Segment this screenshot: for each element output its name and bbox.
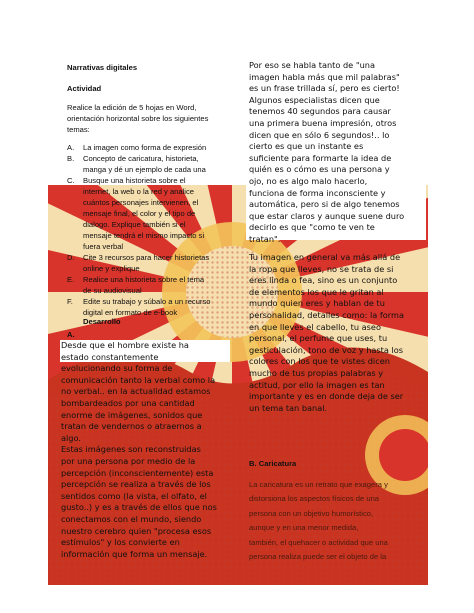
caricatura-heading: B. Caricatura — [249, 459, 297, 468]
topic-item: D. Cite 3 recursos para hacer historietas online y explique — [67, 253, 210, 273]
topic-item: E. Realice una historieta sobre el tema de su audiovisual — [67, 275, 205, 295]
intro-text — [67, 102, 237, 135]
right-paragraph-2: Tu imagen en general va más allá de la ropa que lleves, no se trata de si eres linda o fea, sino es un conjunto de elementos los que le gritan al mundo quien eres y hablan de tu personalidad, detalles como: la forma en que lleves el cabello, tu aseo personal, el perfume que uses, tu gesticulación, tono de voz y hasta los colores con los que te vistes dicen mucho de tus propias palabras y actitud, por ello la imagen es tan importante y es en donde deja de ser un tema tan banal. — [249, 252, 405, 413]
topic-item: C. Busque una historieta sobre el internet, la web o la red y analice cuántos personajes intervienen, el mensaje final, el color y el tipo de dialogo. Explique también si el mensaje tendrá el mismo impacto si fuera verbal — [67, 176, 205, 251]
intro-line: temas: — [67, 125, 90, 134]
activity-heading: Actividad — [67, 84, 102, 93]
topic-item: F. Edite su trabajo y súbalo a un recurso digital en formato de e-book — [67, 297, 211, 317]
topic-item: A. La imagen como forma de expresión — [67, 143, 207, 152]
topics-list — [67, 142, 247, 318]
left-body-text: Desde que el hombre existe ha estado constantemente evolucionando su forma de comunicación tanto la verbal como la no verbal.. en la actualidad estamos bombardeados por una cantidad enorme de imágenes, sonidos que tratan de vendernos o atraernos a algo. Estas imágenes son reconstruidas por una persona por medio de la percepción (inconscientemente) esta percepción se realiza a través de los sentidos como (la vista, el olfato, el gusto..) y es a través de ellos que nos conectamos con el mundo, siendo nuestro cerebro quien "procesa esos estímulos" y los convierte en información que forma un mensaje. — [61, 340, 217, 559]
doc-title: Narrativas digitales — [67, 63, 138, 72]
right-paragraph-1: Por eso se habla tanto de "una imagen habla más que mil palabras" es un frase trillada sí, pero es cierto! Algunos especialistas dicen que tenemos 40 segundos para causar una primera buena impresión, otros dicen que en sólo 6 segundos!.. lo cierto es que un instante es suficiente para formarte la idea de quién es o cómo es una persona y ojo, no es algo malo hacerlo, funciona de forma inconsciente y automática, pero si de algo tenemos que estar claros y aunque suene duro decirlo es que "como te ven te tratan". — [249, 60, 405, 244]
development-heading: Desarrollo — [83, 317, 121, 326]
intro-line: orientación horizontal sobre los siguientes — [67, 114, 209, 123]
development-mark: A. — [67, 330, 75, 339]
topic-item: B. Concepto de caricatura, historieta, manga y dé un ejemplo de cada una — [67, 154, 206, 174]
intro-line: Realice la edición de 5 hojas en Word, — [67, 103, 197, 112]
caricatura-text: La caricatura es un retrato que exagera y distorsiona los aspectos físicos de una persona con un objetivo humorístico, aunque y en una menor medida, también, el quehacer o actividad que una persona realiza puede ser el objeto de la — [249, 480, 388, 562]
